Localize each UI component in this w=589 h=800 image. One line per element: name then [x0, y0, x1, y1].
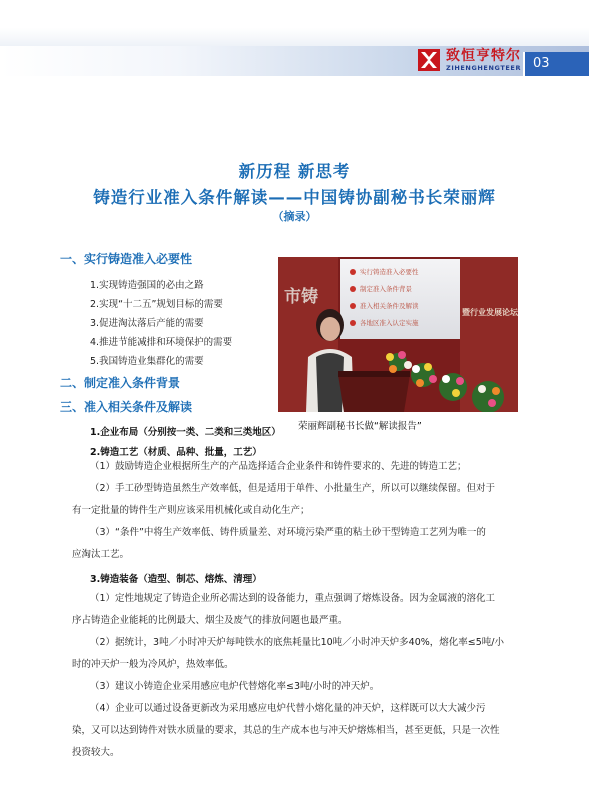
conference-photo: [278, 257, 518, 412]
paragraph: 投资较大。: [72, 747, 120, 758]
list-item: 3.促进淘汰落后产能的需要: [90, 318, 204, 329]
subsection-heading: 1.企业布局（分别按一类、二类和三类地区）: [90, 427, 281, 438]
paragraph: （2）手工砂型铸造虽然生产效率低，但是适用于单件、小批量生产，所以可以继续保留。但对于: [90, 483, 496, 494]
section-1-heading: 一、实行铸造准入必要性: [60, 252, 193, 266]
paragraph: （1）鼓励铸造企业根据所生产的产品选择适合企业条件和铸件要求的、先进的铸造工艺；: [90, 461, 467, 472]
header-shade: [0, 0, 589, 46]
paragraph: （3）“条件”中将生产效率低、铸件质量差、对环境污染严重的粘土砂干型铸造工艺列为唯一的: [90, 527, 486, 538]
paragraph: （3）建议小铸造企业采用感应电炉代替熔化率≤3吨/小时的冲天炉。: [90, 681, 380, 692]
list-item: 1.实现铸造强国的必由之路: [90, 280, 204, 291]
logo-mark-icon: [418, 49, 440, 71]
paragraph: 时的冲天炉一般为冷风炉，热效率低。: [72, 659, 234, 670]
section-2-heading: 二、制定准入条件背景: [60, 376, 181, 390]
conference-photo-illustration: [278, 257, 518, 412]
list-item: 4.推进节能减排和环境保护的需要: [90, 337, 233, 348]
paragraph: （2）据统计，3吨／小时冲天炉每吨铁水的底焦耗量比10吨／小时冲天炉多40%，熔化率≤5吨/小: [90, 637, 504, 648]
paragraph: 染，又可以达到铸件对铁水质量的要求，其总的生产成本也与冲天炉熔炼相当，甚至更低，只是一次性: [72, 725, 500, 736]
screen-line: 实行铸造准入必要性: [360, 268, 419, 276]
logo-chinese-name: 致恒亨特尔: [446, 47, 521, 64]
screen-line: 各地区准入认定实施: [360, 319, 419, 327]
subsection-heading: 3.铸造装备（造型、制芯、熔炼、清理）: [90, 574, 262, 585]
subsection-heading: 2.铸造工艺（材质、品种、批量，工艺）: [90, 447, 262, 458]
logo-english-name: ZIHENGHENGTEER: [446, 63, 522, 72]
page-number: 03: [523, 52, 589, 76]
screen-line: 制定准入条件背景: [360, 285, 412, 293]
banner-left-text: 市铸: [284, 287, 318, 307]
paragraph: 有一定批量的铸件生产则应该采用机械化或自动化生产；: [72, 505, 310, 516]
title-excerpt-note: （摘录）: [272, 210, 317, 223]
title-line-1: 新历程 新思考: [238, 162, 351, 181]
paragraph: （4）企业可以通过设备更新改为采用感应电炉代替小熔化量的冲天炉，这样既可以大大减少污: [90, 703, 486, 714]
paragraph: 应淘汰工艺。: [72, 549, 130, 560]
title-line-2: 铸造行业准入条件解读——中国铸协副秘书长荣丽辉: [93, 188, 496, 207]
screen-line: 准入相关条件及解读: [360, 302, 419, 310]
paragraph: 序占铸造企业能耗的比例最大、烟尘及废气的排放问题也最严重。: [72, 615, 348, 626]
section-3-heading: 三、准入相关条件及解读: [60, 400, 193, 414]
banner-right-text: 暨行业发展论坛: [462, 308, 518, 317]
company-logo: [418, 48, 521, 72]
photo-caption: 荣丽辉副秘书长做“解读报告”: [298, 421, 422, 432]
list-item: 5.我国铸造业集群化的需要: [90, 356, 204, 367]
list-item: 2.实现“十二五”规划目标的需要: [90, 299, 223, 310]
paragraph: （1）定性地规定了铸造企业所必需达到的设备能力，重点强调了熔炼设备。因为金属液的溶化工: [90, 593, 496, 604]
